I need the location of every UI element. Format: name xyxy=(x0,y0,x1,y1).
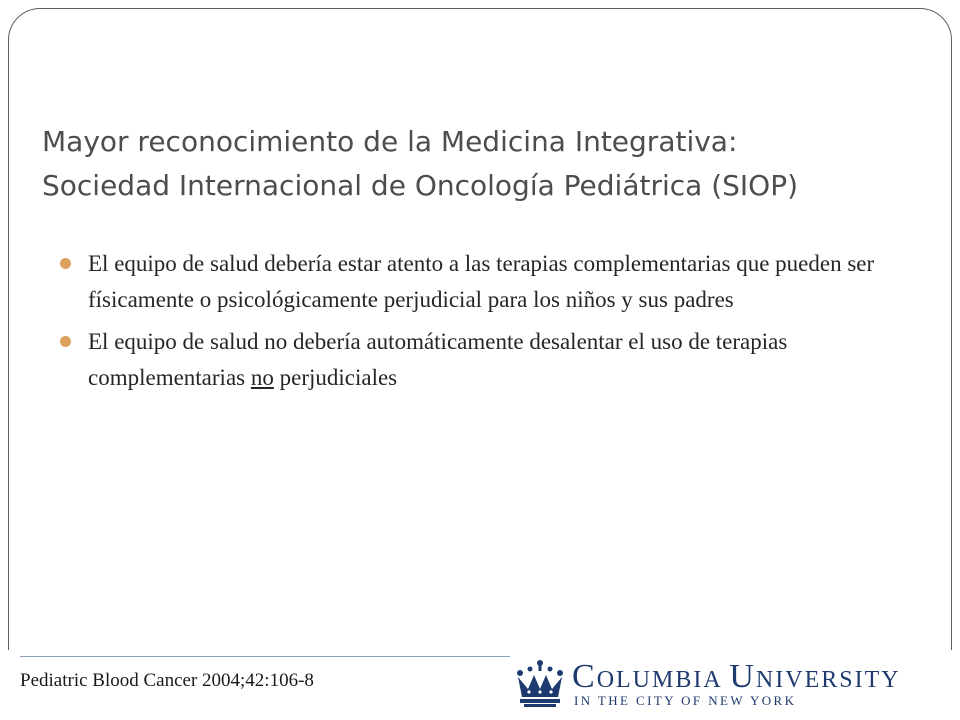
slide-title xyxy=(42,120,922,208)
bullet-text-part: El equipo de salud no debería automáticamente desalentar el uso de terapias complementarias xyxy=(88,329,788,390)
bullet-item xyxy=(60,324,920,396)
title-line-1: Mayor reconocimiento de la Medicina Integrativa: xyxy=(42,125,738,158)
logo-word: OLUMBIA xyxy=(596,667,730,693)
bullet-text-part: perjudiciales xyxy=(273,365,398,390)
underlined-word: no xyxy=(250,365,274,390)
logo-word: NIVERSITY xyxy=(755,667,901,693)
bullet-icon xyxy=(60,336,71,347)
title-line-2: Sociedad Internacional de Oncología Pediátrica (SIOP) xyxy=(42,169,799,202)
bullet-icon xyxy=(60,258,71,269)
logo-initial: U xyxy=(729,658,756,695)
citation: Pediatric Blood Cancer 2004;42:106-8 xyxy=(20,670,314,691)
bullet-item xyxy=(60,246,920,318)
logo-initial: C xyxy=(572,658,597,695)
crown-icon xyxy=(514,659,566,709)
columbia-logo xyxy=(512,655,952,715)
footer-divider xyxy=(20,656,510,657)
logo-subtitle: IN THE CITY OF NEW YORK xyxy=(574,693,797,708)
logo-wordmark xyxy=(572,658,901,695)
bullet-text: El equipo de salud debería estar atento a las terapias complementarias que pueden ser físicamente o psicológicamente perjudicial para los niños y sus padres xyxy=(88,251,875,312)
bullet-list xyxy=(60,246,920,402)
bullet-text xyxy=(88,329,787,390)
